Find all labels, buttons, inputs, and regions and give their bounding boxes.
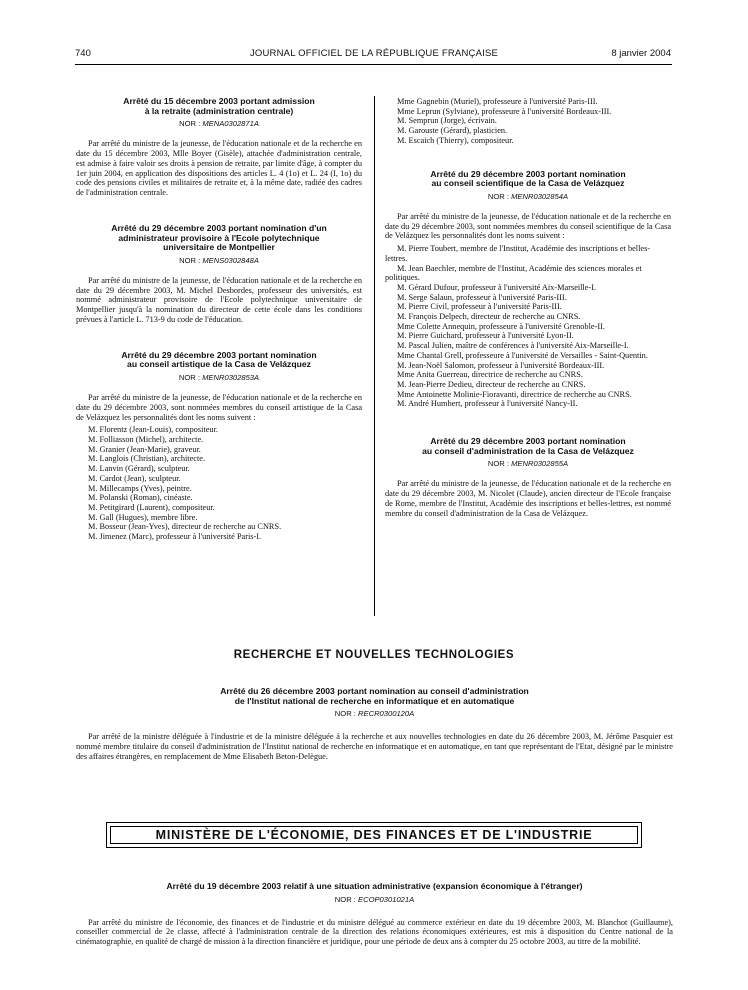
nor-reference <box>76 895 673 904</box>
page-number: 740 <box>75 48 91 59</box>
article-body: Par arrêté du ministre de la jeunesse, de l'éducation nationale et de la recherche en date du 29 décembre 2003, sont nommées membres du conseil scientifique de la Casa de Velázquez les personnalités dont les noms suivent : <box>385 211 671 241</box>
list-item: M. Florentz (Jean-Louis), compositeur. <box>88 425 218 435</box>
title-line: Arrêté du 29 décembre 2003 portant nomination <box>430 436 626 447</box>
page-header <box>0 48 748 62</box>
nor-reference <box>385 192 671 201</box>
list-item: M. Jean Baechler, membre de l'Institut, Académie des sciences morales et politiques. <box>385 263 642 283</box>
article-conseil-scientifique <box>385 170 671 410</box>
list-item: Mme Colette Annequin, professeure à l'université Grenoble-II. <box>397 321 605 331</box>
title-line: administrateur provisoire à l'Ecole polytechnique <box>118 232 320 243</box>
list-item: M. Gérard Dufour, professeur à l'université Aix-Marseille-I. <box>397 282 597 292</box>
title-line: Arrêté du 15 décembre 2003 portant admission <box>123 96 315 106</box>
section-heading-recherche: RECHERCHE ET NOUVELLES TECHNOLOGIES <box>233 649 515 661</box>
article-admission-retraite <box>76 97 362 198</box>
member-list-continued <box>385 97 671 146</box>
nor-code: MENR0302855A <box>511 459 569 469</box>
list-item: M. François Delpech, directeur de recherche au CNRS. <box>397 312 581 322</box>
title-line: Arrêté du 29 décembre 2003 portant nomination <box>121 349 317 360</box>
list-item: M. Cardot (Jean), sculpteur. <box>88 473 181 483</box>
list-item: M. Bosseur (Jean-Yves), directeur de recherche au CNRS. <box>88 522 282 532</box>
list-item: M. Polanski (Roman), cinéaste. <box>88 493 193 503</box>
article-title <box>76 687 673 706</box>
nor-label: NOR : <box>334 894 356 904</box>
nor-code: MENA0302871A <box>202 119 259 129</box>
member-list <box>385 244 671 409</box>
member-list <box>76 425 362 541</box>
issue-date: 8 janvier 2004 <box>611 48 671 59</box>
nor-reference <box>76 709 673 718</box>
title-line: Arrêté du 29 décembre 2003 portant nomination d'un <box>111 222 327 233</box>
article-body: Par arrêté du ministre de la jeunesse, de l'éducation nationale et de la recherche en date du 29 décembre 2003, sont nommées membres du conseil artistique de la Casa de Velázquez les personnalités dont les noms suivent : <box>76 392 362 422</box>
list-item: M. Jean-Noël Salomon, professeur à l'université Bordeaux-III. <box>397 360 605 370</box>
article-body: Par arrêté de la ministre déléguée à l'industrie et de la ministre déléguée à la recherche et aux nouvelles technologies en date du 26 décembre 2003, M. Jérôme Pasquier est nommé membre titulaire du conseil d'administration de l'Institut national de recherche en informatique et en automatique, en tant que représentant de l'Etat, désigné par le ministre des affaires étrangères, en remplacement de Mme Elisabeth Beton-Delègue. <box>76 732 673 761</box>
list-item: Mme Anita Guerreau, directrice de recherche au CNRS. <box>397 370 583 380</box>
article-conseil-artistique <box>76 351 362 542</box>
list-item: Mme Gagnebin (Muriel), professeure à l'université Paris-III. <box>397 97 598 106</box>
list-item: M. Serge Salaun, professeur à l'université Paris-III. <box>397 292 567 302</box>
list-item: M. Petitgirard (Laurent), compositeur. <box>88 502 215 512</box>
list-item: M. Folliasson (Michel), architecte. <box>88 435 204 445</box>
article-body: Par arrêté du ministre de l'économie, des finances et de l'industrie et du ministre délégué au commerce extérieur en date du 19 décembre 2003, M. Blanchot (Guillaume), conseiller commercial de 2e classe, affecté à l'administration centrale de la direction des relations économiques extérieures, est mis à disposition du Centre national de la cinématographie, en qualité de chargé de mission à la direction financière et juridique, pour une période de deux ans à compter du 25 octobre 2003, au titre de la mobilité. <box>76 917 673 947</box>
list-item: M. Langlois (Christian), architecte. <box>88 454 206 464</box>
article-title <box>76 351 362 370</box>
list-item: M. Pierre Civil, professeur à l'université Paris-III. <box>397 302 562 312</box>
left-column <box>76 97 362 542</box>
list-item: M. André Humbert, professeur à l'université Nancy-II. <box>397 399 578 409</box>
article-situation-administrative <box>76 882 673 947</box>
nor-code: MENS0302848A <box>202 255 259 265</box>
nor-code: MENR0302853A <box>202 372 260 382</box>
list-item: M. Semprun (Jorge), écrivain. <box>397 116 497 126</box>
title-line: Arrêté du 26 décembre 2003 portant nomination au conseil d'administration <box>220 686 529 696</box>
article-administrateur-provisoire <box>76 224 362 325</box>
column-divider <box>374 96 375 616</box>
list-item: M. Pierre Toubert, membre de l'Institut, Académie des inscriptions et belles-lettres. <box>385 244 651 263</box>
nor-reference <box>76 373 362 382</box>
ministry-heading: MINISTÈRE DE L'ÉCONOMIE, DES FINANCES ET DE L'INDUSTRIE <box>155 828 593 842</box>
list-item: M. Pierre Guichard, professeur à l'université Lyon-II. <box>397 331 574 341</box>
ministry-heading-box <box>106 822 642 848</box>
nor-reference <box>76 256 362 265</box>
list-item: M. Lanvin (Gérard), sculpteur. <box>88 464 190 474</box>
nor-reference <box>76 119 362 128</box>
list-item: M. Jimenez (Marc), professeur à l'université Paris-I. <box>88 532 262 542</box>
article-title <box>385 170 671 189</box>
nor-label: NOR : <box>487 459 509 469</box>
title-line: Arrêté du 29 décembre 2003 portant nomination <box>430 168 626 179</box>
article-body: Par arrêté du ministre de la jeunesse, de l'éducation nationale et de la recherche en date du 29 décembre 2003, M. Michel Desbordes, professeur des universités, est nommé administrateur provisoire de l'Ecole polytechnique universitaire de Montpellier jusqu'à la nomination du directeur de cette école dans les conditions prévues à l'article L. 713-9 du code de l'éducation. <box>76 275 362 324</box>
article-inria <box>76 687 673 762</box>
article-body: Par arrêté du ministre de la jeunesse, de l'éducation nationale et de la recherche en date du 15 décembre 2003, Mlle Boyer (Gisèle), attachée d'administration centrale, est admise à faire valoir ses droits à pension de retraite, par limite d'âge, à compter du 1er juin 2004, en application des dispositions des articles L. 4 (1o) et L. 24 (I, 1o) du code des pensions civiles et militaires de retraite et, à la même date, radiée des cadres de l'administration centrale. <box>76 139 362 198</box>
list-item: Mme Antoinette Molinie-Fioravanti, directrice de recherche au CNRS. <box>397 389 632 399</box>
header-rule <box>75 64 672 65</box>
article-title <box>76 224 362 253</box>
article-title <box>76 97 362 116</box>
list-item: M. Escaich (Thierry), compositeur. <box>397 135 514 145</box>
list-item: M. Jean-Pierre Dedieu, directeur de recherche au CNRS. <box>397 379 586 389</box>
article-conseil-administration <box>385 437 671 518</box>
nor-code: MENR0302854A <box>511 191 569 201</box>
list-item: M. Millecamps (Yves), peintre. <box>88 483 192 493</box>
nor-label: NOR : <box>179 119 201 129</box>
title-line: à la retraite (administration centrale) <box>144 105 294 116</box>
list-item: Mme Chantal Grell, professeure à l'université de Versailles - Saint-Quentin. <box>397 350 648 360</box>
title-line: au conseil artistique de la Casa de Velázquez <box>127 359 311 370</box>
list-item: M. Pascal Julien, maître de conférences à l'université Aix-Marseille-I. <box>397 341 629 351</box>
right-column <box>385 97 671 518</box>
list-item: Mme Leprun (Sylviane), professeure à l'université Bordeaux-III. <box>397 106 612 116</box>
list-item: M. Garouste (Gérard), plasticien. <box>397 126 508 136</box>
nor-code: ECOP0301021A <box>358 894 415 904</box>
nor-label: NOR : <box>487 191 509 201</box>
title-line: au conseil d'administration de la Casa de Velázquez <box>422 445 634 456</box>
title-line: au conseil scientifique de la Casa de Velázquez <box>431 178 625 189</box>
title-line: de l'Institut national de recherche en informatique et en automatique <box>234 695 515 706</box>
nor-code: RECR0300120A <box>358 709 415 719</box>
article-title <box>385 437 671 456</box>
nor-reference <box>385 459 671 468</box>
journal-title: JOURNAL OFFICIEL DE LA RÉPUBLIQUE FRANÇAISE <box>249 48 499 59</box>
nor-label: NOR : <box>178 372 200 382</box>
title-line: universitaire de Montpellier <box>163 242 275 253</box>
nor-label: NOR : <box>334 709 356 719</box>
list-item: M. Granier (Jean-Marie), graveur. <box>88 444 201 454</box>
nor-label: NOR : <box>179 255 201 265</box>
list-item: M. Gall (Hugues), membre libre. <box>88 512 198 522</box>
article-title: Arrêté du 19 décembre 2003 relatif à une situation administrative (expansion économique à l'étranger) <box>166 881 583 891</box>
article-body: Par arrêté du ministre de la jeunesse, de l'éducation nationale et de la recherche en date du 29 décembre 2003, M. Nicolet (Claude), ancien directeur de l'Ecole française de Rome, membre de l'Institut, Académie des inscriptions et belles-lettres, est nommé membre du conseil d'administration de la Casa de Velázquez. <box>385 479 671 518</box>
